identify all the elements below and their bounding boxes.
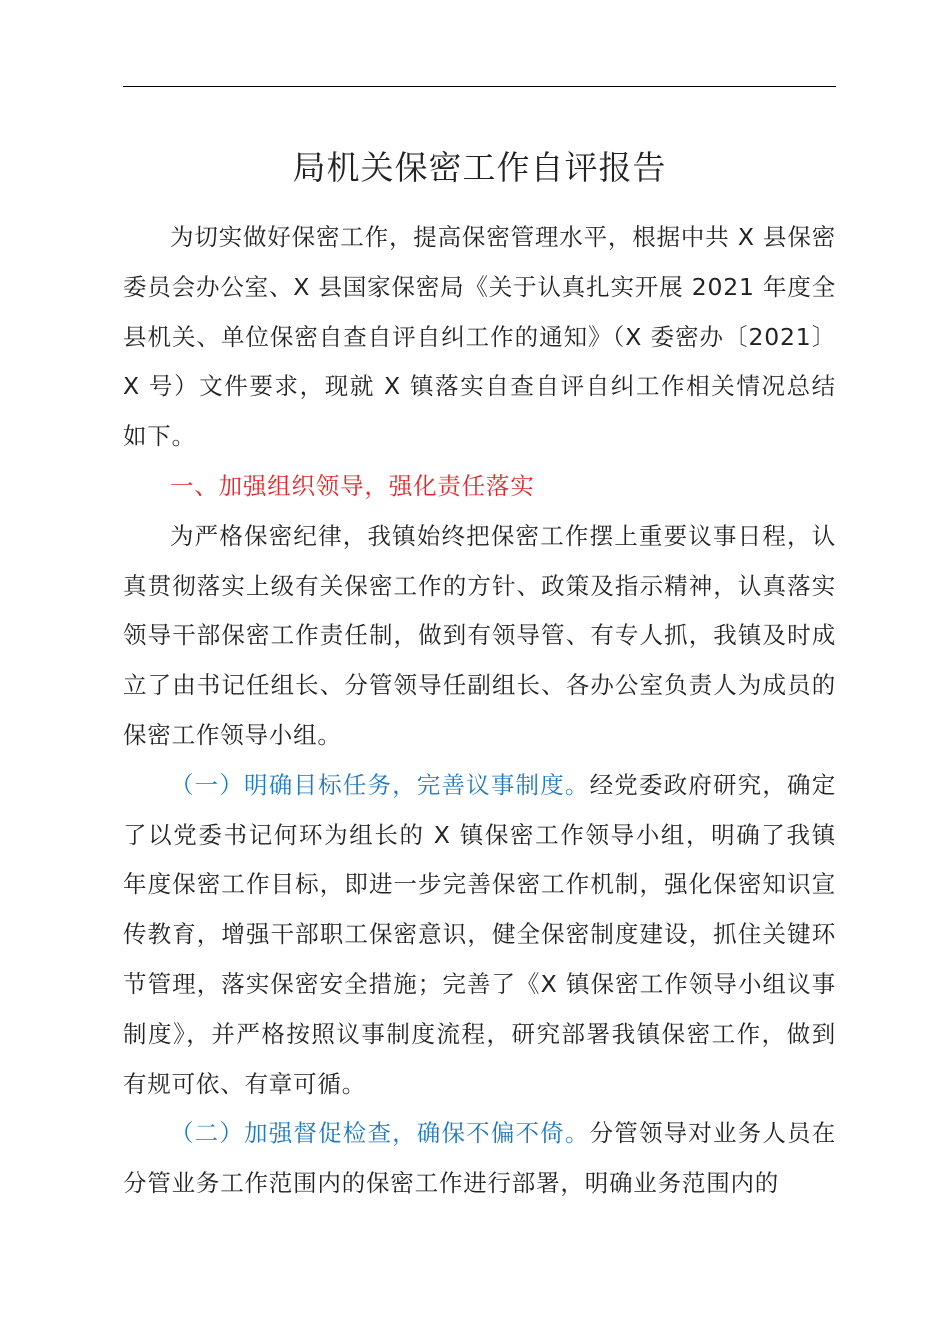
section-1-paragraph: 为严格保密纪律，我镇始终把保密工作摆上重要议事日程，认真贯彻落实上级有关保密工作的方针、政策及指示精神，认真落实领导干部保密工作责任制，做到有领导管、有专人抓，我镇及时成立了由书记任组长、分管领导任副组长、各办公室负责人为成员的保密工作领导小组。 <box>123 521 836 749</box>
subsection-1-paragraph <box>123 761 836 1110</box>
document-title: 局机关保密工作自评报告 <box>292 148 667 187</box>
header-rule <box>123 86 836 87</box>
subsection-1-heading: （一）明确目标任务，完善议事制度。 <box>170 770 590 799</box>
section-1-heading: 一、加强组织领导，强化责任落实 <box>170 471 535 500</box>
intro-paragraph: 为切实做好保密工作，提高保密管理水平，根据中共 X 县保密委员会办公室、X 县国家保密局《关于认真扎实开展 2021 年度全县机关、单位保密自查自评自纠工作的通知》（X 委密办〔2021〕X 号）文件要求，现就 X 镇落实自查自评自纠工作相关情况总结如下。 <box>123 223 836 451</box>
subsection-2-text: 分管领导对业务人员在分管业务工作范围内的保密工作进行部署，明确业务范围内的 <box>123 1119 837 1198</box>
subsection-2-paragraph <box>123 1109 836 1209</box>
document-body <box>123 213 836 1209</box>
subsection-1-text: 经党委政府研究，确定了以党委书记何环为组长的 X 镇保密工作领导小组，明确了我镇年度保密工作目标，即进一步完善保密工作机制，强化保密知识宣传教育，增强干部职工保密意识，健全保密制度建设，抓住关键环节管理，落实保密安全措施；完善了《X 镇保密工作领导小组议事制度》，并严格按照议事制度流程，研究部署我镇保密工作，做到有规可依、有章可循。 <box>123 770 837 1098</box>
subsection-2-heading: （二）加强督促检查，确保不偏不倚。 <box>170 1119 590 1148</box>
